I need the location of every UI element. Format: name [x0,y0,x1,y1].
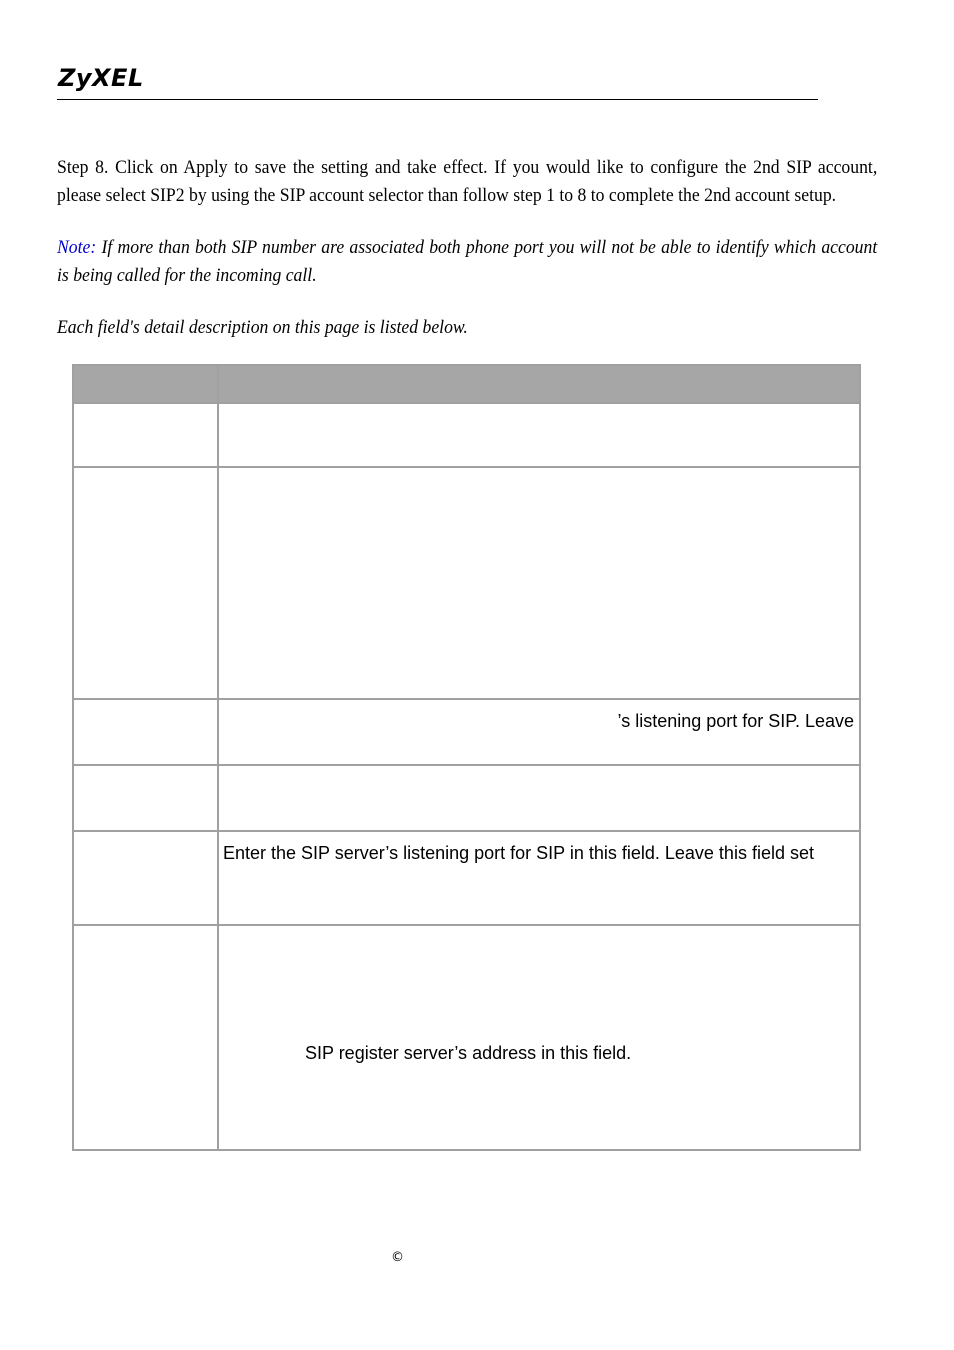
row-label [73,467,218,699]
step-text-part-1: Click on [108,157,184,178]
note-text: If more than both SIP number are associated both phone port you will not be able to identify which account is being called for the incoming call. [57,237,878,286]
table-row [73,403,860,467]
step-text-part-2: to save the setting and take effect. If you would like to configure the 2nd SIP account, please select SIP2 by using the SIP account selector than follow step 1 to 8 to complete the 2nd account setup. [57,157,878,206]
row-label [73,403,218,467]
note-label: Note: [57,237,97,258]
apply-keyword: Apply [183,157,228,178]
row-description: SIP register server’s address in this field. [218,925,860,1150]
table-row [73,699,860,765]
copyright-symbol: © [391,1250,404,1265]
row-description [218,403,860,467]
step-8-paragraph [57,154,877,210]
row-description [218,467,860,699]
row-description: ’s listening port for SIP. Leave [218,699,860,765]
row-label [73,925,218,1150]
step-label: Step 8. [57,157,109,178]
row-description [218,765,860,831]
zyxel-logo: ZyXEL [58,64,144,92]
row-label [73,831,218,925]
row-label [73,765,218,831]
table-header-description [218,365,860,403]
table-header-field [73,365,218,403]
row-label [73,699,218,765]
table-row [73,925,860,1150]
table-row [73,765,860,831]
table-row [73,467,860,699]
table-header-row [73,365,860,403]
header-divider [57,99,818,100]
row-description: Enter the SIP server’s listening port for SIP in this field. Leave this field set [218,831,860,925]
field-description-table [72,364,861,1151]
table-row [73,831,860,925]
note-paragraph [57,234,877,290]
detail-intro: Each field's detail description on this page is listed below. [57,317,468,338]
